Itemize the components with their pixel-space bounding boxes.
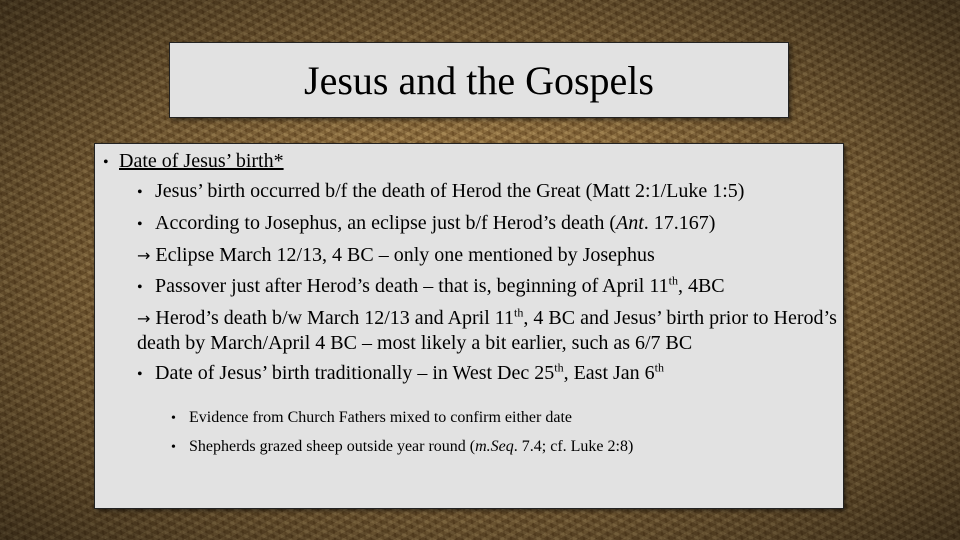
title-box [169, 42, 789, 118]
heading-item [103, 149, 284, 175]
bullet-icon: • [137, 216, 143, 233]
list-item [171, 407, 633, 430]
subpoint-text: Shepherds grazed sheep outside year round ( [189, 438, 476, 455]
subpoint-text: . 7.4; cf. Luke 2:8) [513, 438, 634, 455]
list-item [137, 211, 837, 237]
subpoint-text: Evidence from Church Fathers mixed to confirm either date [189, 409, 572, 426]
list-item [137, 274, 837, 300]
arrow-text: Herod’s death b/w March 12/13 and April 11 [155, 307, 515, 329]
arrow-item [137, 243, 837, 268]
bullet-icon: • [171, 440, 176, 455]
arrow-right-icon: → [137, 246, 151, 265]
citation-italic: m.Seq [475, 438, 514, 455]
arrow-item [137, 306, 837, 355]
list-item [171, 436, 633, 459]
point-text: Jesus’ birth occurred b/f the death of Herod the Great (Matt 2:1/Luke 1:5) [155, 180, 745, 202]
heading-text: Date of Jesus’ birth* [119, 150, 284, 172]
arrow-text: , 4 BC and Jesus’ birth prior to Herod’s death by March/April 4 BC – most likely a bit earlier, such as 6/7 BC [137, 307, 837, 354]
point-list [137, 179, 837, 393]
point-text: Date of Jesus’ birth traditionally – in West Dec 25 [155, 362, 555, 384]
content-box [94, 143, 844, 509]
list-item [137, 179, 837, 205]
bullet-icon: • [171, 411, 176, 426]
bullet-icon: • [137, 184, 143, 201]
point-text: According to Josephus, an eclipse just b/f Herod’s death ( [155, 212, 617, 234]
point-text: , East Jan 6 [563, 362, 655, 384]
slide-title: Jesus and the Gospels [304, 57, 654, 103]
point-text: . 17.167) [643, 212, 716, 234]
superscript: th [668, 273, 678, 288]
point-text: , 4BC [677, 275, 725, 297]
superscript: th [654, 360, 665, 375]
arrow-right-icon: → [137, 309, 151, 328]
bullet-icon: • [137, 279, 143, 296]
subpoint-list [171, 407, 633, 465]
arrow-text: Eclipse March 12/13, 4 BC – only one mentioned by Josephus [155, 244, 655, 266]
bullet-icon: • [137, 366, 143, 383]
superscript: th [514, 305, 524, 320]
point-text: Passover just after Herod’s death – that is, beginning of April 11 [155, 275, 669, 297]
list-item [137, 361, 837, 387]
superscript: th [554, 360, 564, 375]
bullet-icon: • [103, 154, 109, 171]
citation-italic: Ant [616, 212, 644, 234]
